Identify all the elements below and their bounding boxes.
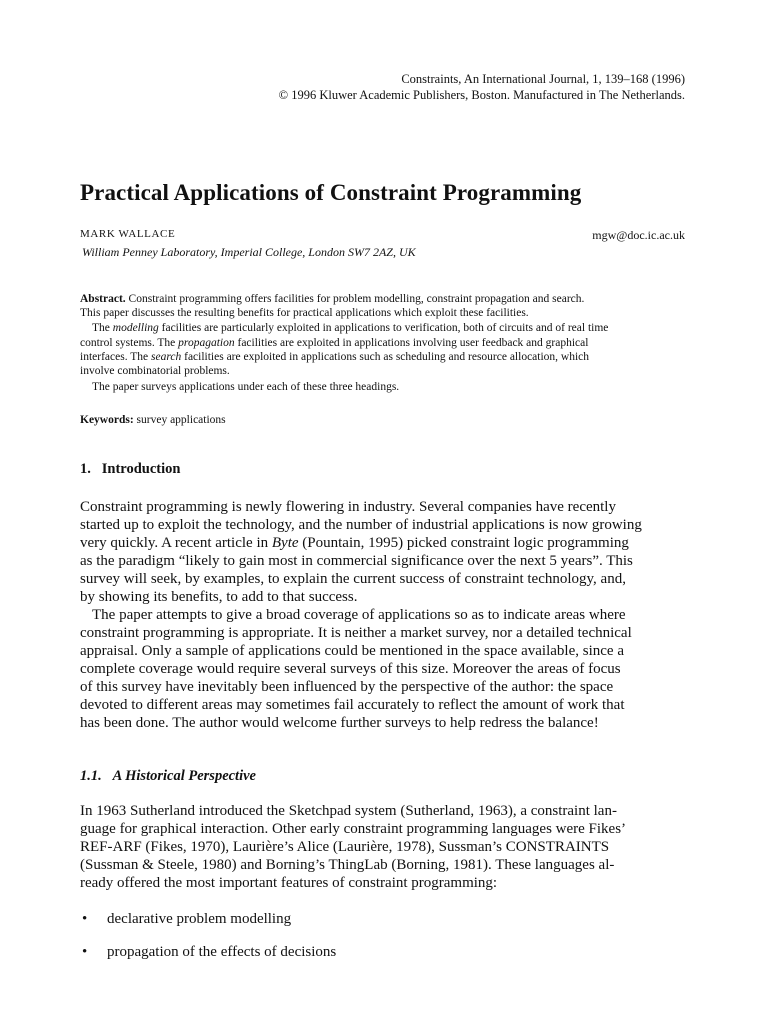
- abstract-line: involve combinatorial problems.: [80, 365, 230, 377]
- abstract-line: The paper surveys applications under each of these three headings.: [92, 381, 400, 393]
- bullet-item: declarative problem modelling: [107, 911, 292, 927]
- body-line: complete coverage would require several surveys of this size. Moreover the areas of focus: [80, 661, 621, 677]
- body-line: very quickly. A recent article in Byte (Pountain, 1995) picked constraint logic programming: [80, 535, 629, 551]
- body-line: appraisal. Only a sample of applications could be mentioned in the space available, since a: [80, 643, 624, 659]
- copyright-line: © 1996 Kluwer Academic Publishers, Boston. Manufactured in The Netherlands.: [278, 88, 685, 102]
- abstract-line: control systems. The propagation facilities are exploited in applications involving user feedback and graphical: [80, 337, 589, 349]
- body-line: survey will seek, by examples, to explain the current success of constraint technology, and,: [80, 571, 626, 587]
- bullet-icon: •: [82, 911, 88, 927]
- body-line: In 1963 Sutherland introduced the Sketchpad system (Sutherland, 1963), a constraint lan-: [80, 803, 617, 819]
- body-line: as the paradigm “likely to gain most in commercial significance over the next 5 years”. This: [80, 553, 633, 569]
- body-line: ready offered the most important features of constraint programming:: [80, 875, 498, 891]
- body-line: REF-ARF (Fikes, 1970), Laurière’s Alice (Laurière, 1978), Sussman’s CONSTRAINTS: [80, 839, 610, 855]
- abstract-label: Abstract.: [80, 293, 126, 305]
- body-line: has been done. The author would welcome further surveys to help redress the balance!: [80, 715, 599, 731]
- author-name: MARK WALLACE: [80, 228, 176, 240]
- keywords: [80, 414, 226, 426]
- bullet-item: propagation of the effects of decisions: [107, 944, 337, 960]
- abstract-line: This paper discusses the resulting benefits for practical applications which exploit these facilities.: [80, 307, 529, 319]
- body-line: The paper attempts to give a broad coverage of applications so as to indicate areas where: [92, 607, 626, 623]
- body-line: Constraint programming is newly flowering in industry. Several companies have recently: [80, 499, 616, 515]
- bullet-icon: •: [82, 944, 88, 960]
- section-heading: 1. Introduction: [80, 461, 181, 477]
- abstract-line: Abstract. Constraint programming offers facilities for problem modelling, constraint propagation and search.: [80, 293, 585, 305]
- keywords-label: Keywords:: [80, 414, 134, 426]
- body-line: by showing its benefits, to add to that success.: [80, 589, 358, 605]
- journal-citation: Constraints, An International Journal, 1, 139–168 (1996): [401, 72, 685, 86]
- author-affiliation: William Penney Laboratory, Imperial College, London SW7 2AZ, UK: [82, 245, 416, 259]
- author-email: mgw@doc.ic.ac.uk: [592, 228, 685, 242]
- abstract-line: The modelling facilities are particularly exploited in applications to verification, both of circuits and of real time: [92, 322, 609, 334]
- keywords-value: survey applications: [136, 414, 226, 426]
- body-line: constraint programming is appropriate. It is neither a market survey, nor a detailed technical: [80, 625, 632, 641]
- body-line: guage for graphical interaction. Other early constraint programming languages were Fikes’: [80, 821, 627, 837]
- body-line: started up to exploit the technology, and the number of industrial applications is now growing: [80, 517, 642, 533]
- body-line: devoted to different areas may sometimes fail accurately to reflect the amount of work that: [80, 697, 625, 713]
- paper-title: Practical Applications of Constraint Programming: [80, 180, 582, 205]
- body-line: (Sussman & Steele, 1980) and Borning’s ThingLab (Borning, 1981). These languages al-: [80, 857, 615, 873]
- body-line: of this survey have inevitably been influenced by the perspective of the author: the space: [80, 679, 614, 695]
- abstract-line: interfaces. The search facilities are exploited in applications such as scheduling and resource allocation, which: [80, 351, 590, 363]
- subsection-heading: 1.1. A Historical Perspective: [80, 768, 256, 784]
